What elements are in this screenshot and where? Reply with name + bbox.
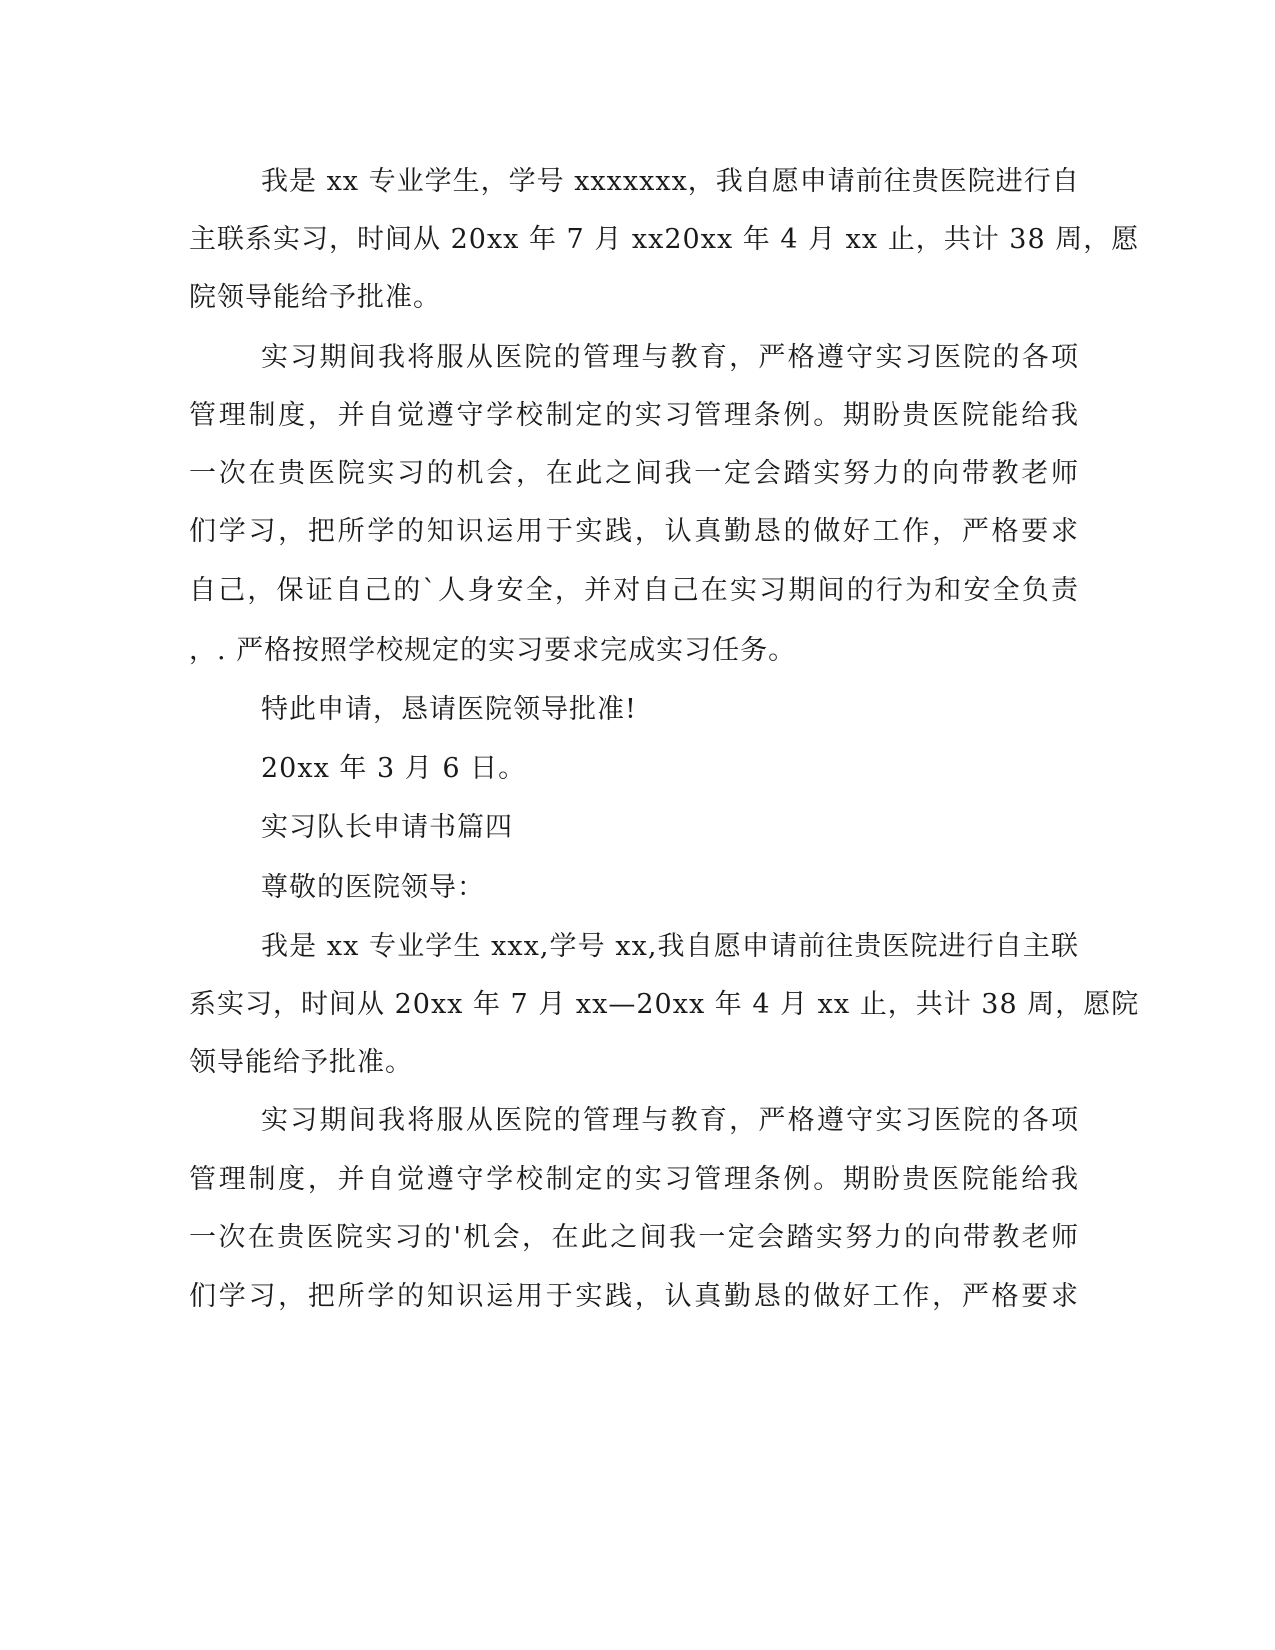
paragraph-2-line-4: 们学习，把所学的知识运用于实践，认真勤恳的做好工作，严格要求 — [189, 516, 1079, 547]
paragraph-4-line-4: 们学习，把所学的知识运用于实践，认真勤恳的做好工作，严格要求 — [189, 1281, 1079, 1312]
paragraph-2-line-3: 一次在贵医院实习的机会，在此之间我一定会踏实努力的向带教老师 — [189, 458, 1079, 489]
paragraph-1-line-1: 我是 xx 专业学生，学号 xxxxxxx，我自愿申请前往贵医院进行自 — [261, 166, 1080, 197]
paragraph-1-line-3: 院领导能给予批准。 — [189, 282, 441, 313]
request-line: 特此申请，恳请医院领导批准! — [261, 694, 637, 725]
paragraph-2-line-2: 管理制度，并自觉遵守学校制定的实习管理条例。期盼贵医院能给我 — [189, 400, 1079, 431]
paragraph-4-line-2: 管理制度，并自觉遵守学校制定的实习管理条例。期盼贵医院能给我 — [189, 1164, 1079, 1195]
date-line: 20xx 年 3 月 6 日。 — [261, 753, 527, 784]
paragraph-3-line-2: 系实习，时间从 20xx 年 7 月 xx—20xx 年 4 月 xx 止，共计 38 周，愿院 — [189, 989, 1140, 1020]
paragraph-4-line-1: 实习期间我将服从医院的管理与教育，严格遵守实习医院的各项 — [261, 1105, 1079, 1136]
paragraph-3-line-3: 领导能给予批准。 — [189, 1047, 413, 1078]
paragraph-4-line-3: 一次在贵医院实习的'机会，在此之间我一定会踏实努力的向带教老师 — [189, 1222, 1079, 1253]
paragraph-2-line-6: ，. 严格按照学校规定的实习要求完成实习任务。 — [189, 635, 797, 666]
paragraph-2-line-1: 实习期间我将服从医院的管理与教育，严格遵守实习医院的各项 — [261, 342, 1079, 373]
salutation: 尊敬的医院领导： — [261, 872, 485, 903]
paragraph-1-line-2: 主联系实习，时间从 20xx 年 7 月 xx20xx 年 4 月 xx 止，共计 38 周，愿 — [189, 224, 1140, 255]
paragraph-2-line-5: 自己，保证自己的`人身安全，并对自己在实习期间的行为和安全负责 — [189, 575, 1079, 606]
section-title: 实习队长申请书篇四 — [261, 812, 513, 843]
paragraph-3-line-1: 我是 xx 专业学生 xxx,学号 xx,我自愿申请前往贵医院进行自主联 — [261, 931, 1079, 962]
